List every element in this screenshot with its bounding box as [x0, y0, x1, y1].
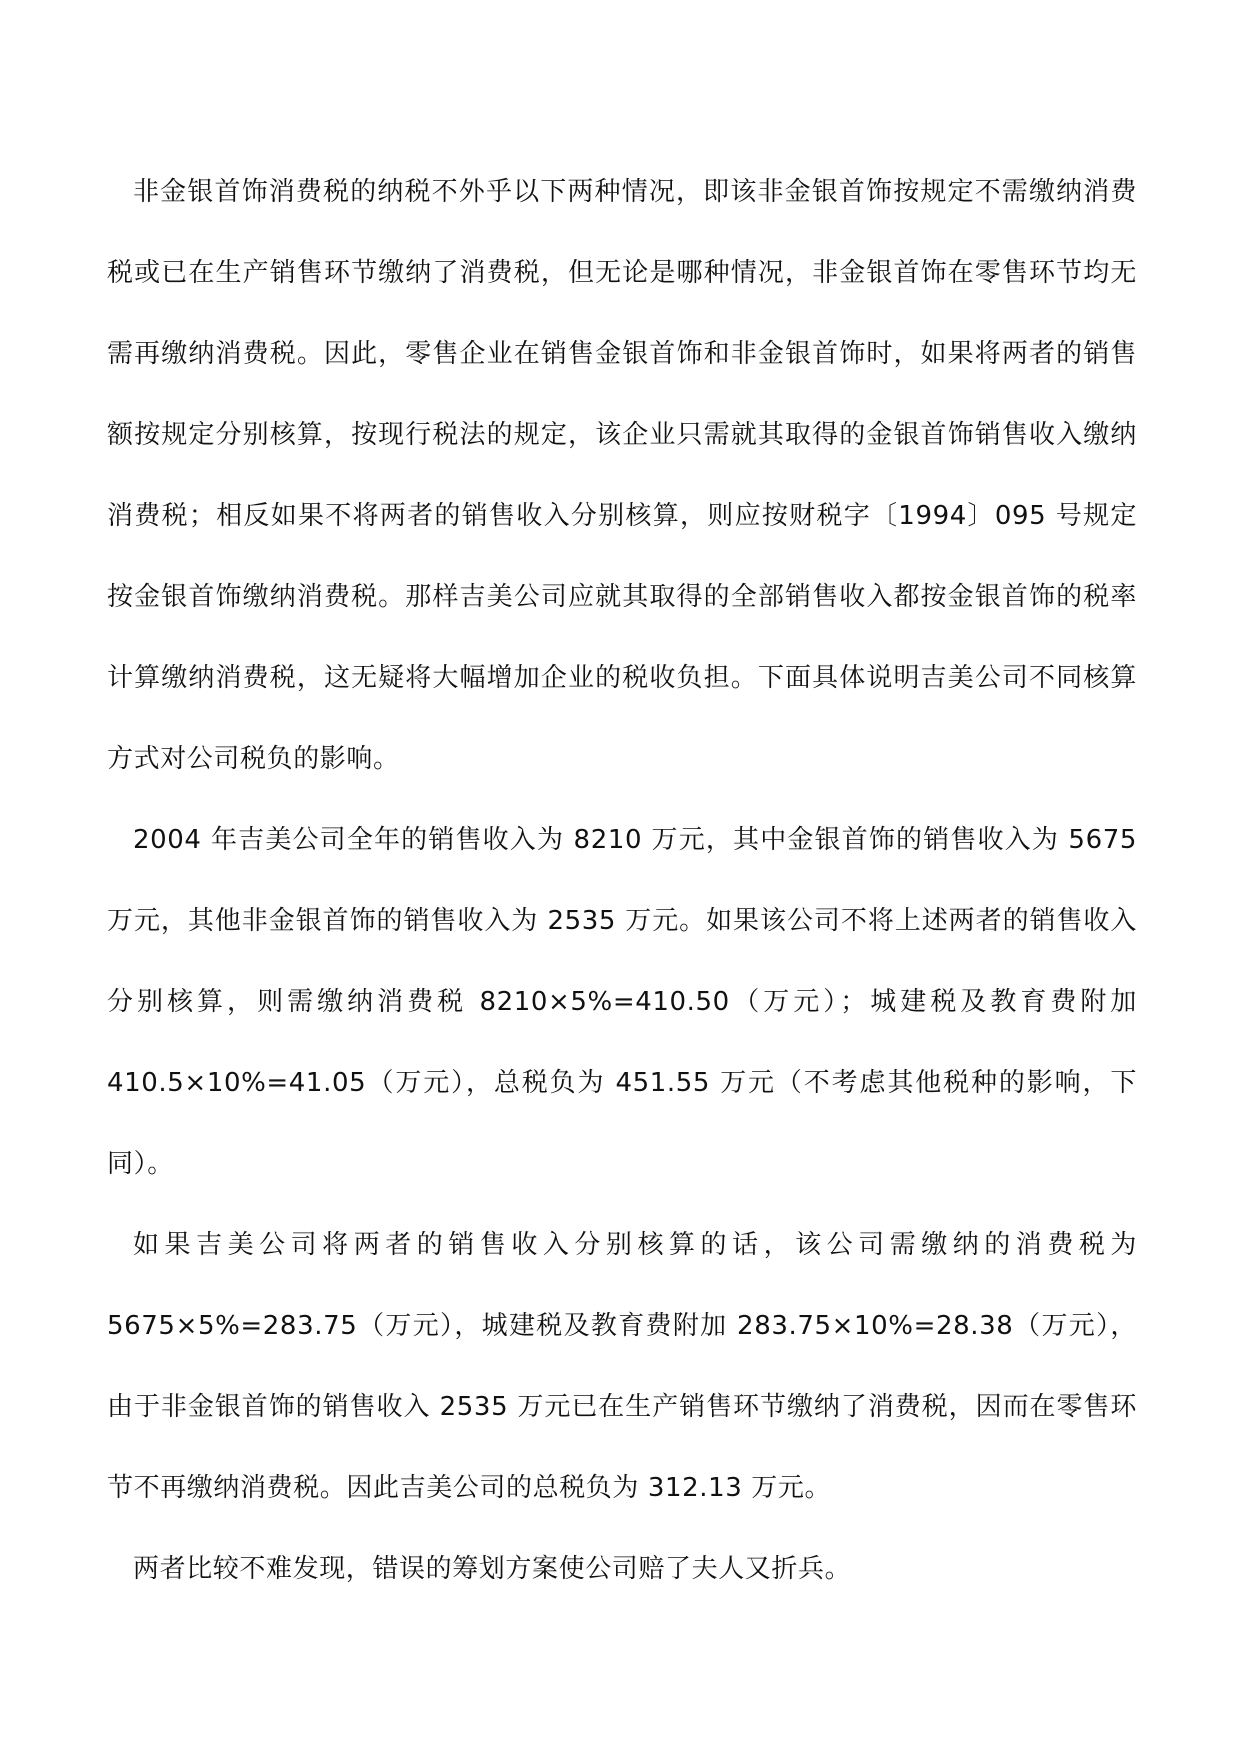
paragraph-2: 2004 年吉美公司全年的销售收入为 8210 万元，其中金银首饰的销售收入为 5675 万元，其他非金银首饰的销售收入为 2535 万元。如果该公司不将上述两者的销售收入分别核算，则需缴纳消费税 8210×5%=410.50（万元）；城建税及教育费附加 410.5×10%=41.05（万元），总税负为 451.55 万元（不考虑其他税种的影响，下同）。	[107, 825, 1137, 1179]
paragraph-4: 两者比较不难发现，错误的筹划方案使公司赔了夫人又折兵。	[133, 1554, 852, 1584]
paragraph-1: 非金银首饰消费税的纳税不外乎以下两种情况，即该非金银首饰按规定不需缴纳消费税或已在生产销售环节缴纳了消费税，但无论是哪种情况，非金银首饰在零售环节均无需再缴纳消费税。因此，零售企业在销售金银首饰和非金银首饰时，如果将两者的销售额按规定分别核算，按现行税法的规定，该企业只需就其取得的金银首饰销售收入缴纳消费税；相反如果不将两者的销售收入分别核算，则应按财税字〔1994〕095 号规定按金银首饰缴纳消费税。那样吉美公司应就其取得的全部销售收入都按金银首饰的税率计算缴纳消费税，这无疑将大幅增加企业的税收负担。下面具体说明吉美公司不同核算方式对公司税负的影响。	[107, 177, 1137, 774]
paragraph-3: 如果吉美公司将两者的销售收入分别核算的话，该公司需缴纳的消费税为 5675×5%=283.75（万元），城建税及教育费附加 283.75×10%=28.38（万元），由于非金银首饰的销售收入 2535 万元已在生产销售环节缴纳了消费税，因而在零售环节不再缴纳消费税。因此吉美公司的总税负为 312.13 万元。	[107, 1230, 1137, 1503]
document-body	[107, 152, 1137, 1610]
